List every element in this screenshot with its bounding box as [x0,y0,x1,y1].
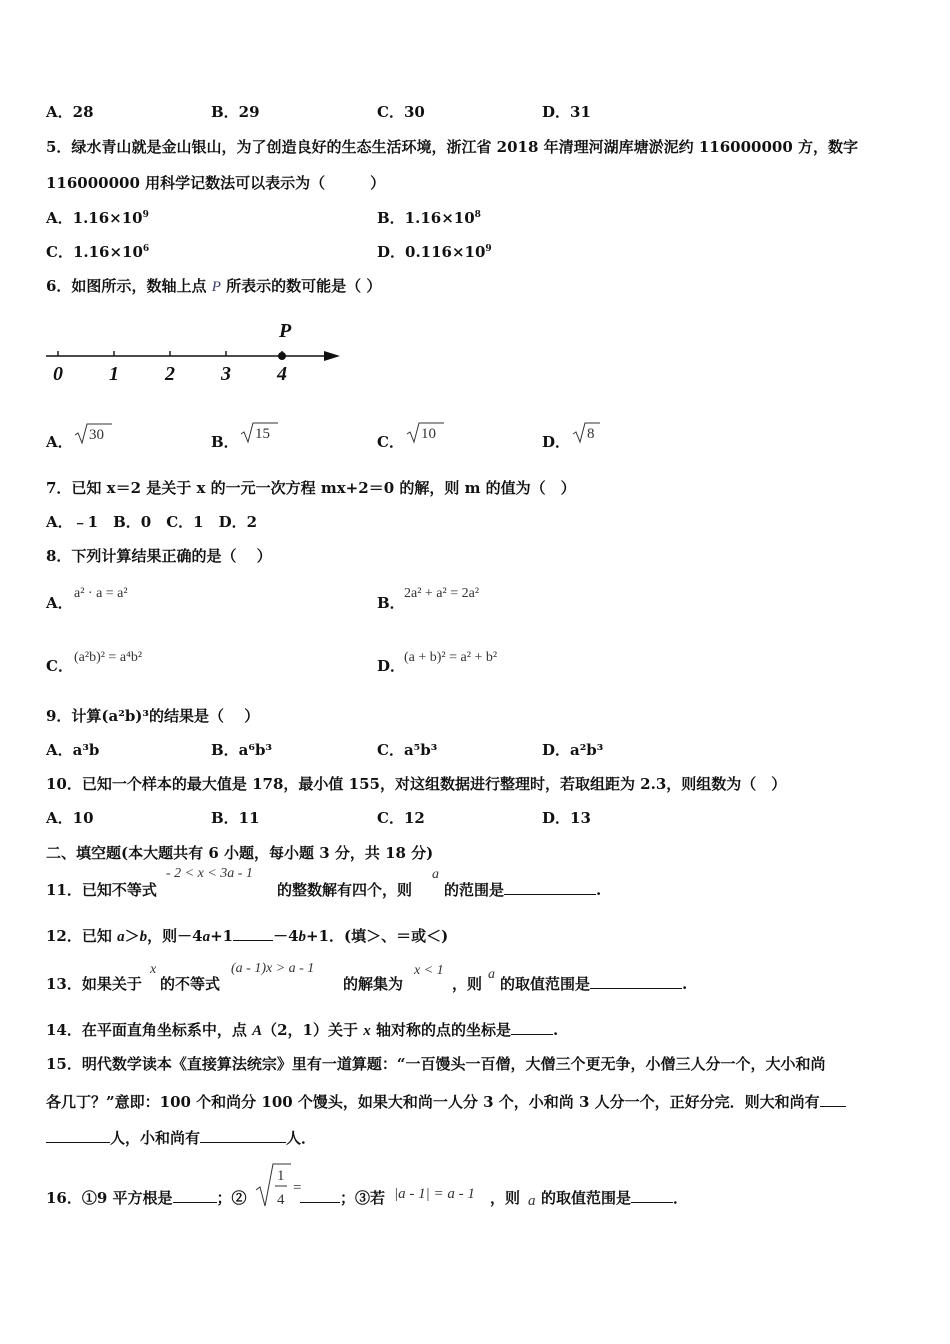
q16-blank3[interactable] [631,1188,673,1203]
q11-stem: 11．已知不等式 [46,881,157,899]
q6-option-b: B． [211,433,239,451]
svg-text:1: 1 [277,1168,285,1184]
q11-var-a: a [432,867,439,882]
q8-option-d-expr: (a + b)² = a² + b² [404,650,498,665]
number-line-figure [40,315,350,390]
q9-stem: 9．计算(a²b)³的结果是（ ） [46,707,260,725]
q14-stem: 14．在平面直角坐标系中，点 A（2，1）关于 x 轴对称的点的坐标是 . [46,1021,559,1039]
q15-line1: 15．明代数学读本《直接算法统宗》里有一道算题：“一百馒头一百僧，大僧三个更无争，小僧三人分一个，大小和尚 [46,1055,826,1073]
q7-options: A．﹣1 B．0 C．1 D．2 [46,513,258,531]
svg-text:10: 10 [421,426,436,442]
q6-option-a: A． [46,433,73,451]
sqrt-15 [240,421,280,445]
q12-blank[interactable] [233,926,273,941]
q15-line3: 人，小和尚有 人． [46,1128,316,1148]
q16-blank2[interactable] [300,1188,340,1203]
svg-text:=: = [293,1180,302,1196]
q5-option-c: C．$1.16\times 10^6$ [46,243,150,261]
q5-option-a: A．$1.16\times 10^9$ [46,209,149,227]
q15-blank1-start[interactable] [820,1092,846,1107]
q16-abs-expr: |a - 1| = a - 1 [394,1186,475,1202]
q13-post: 的取值范围是 . [500,975,688,993]
q8-option-c-letter: C． [46,657,73,675]
q6-option-c: C． [377,433,404,451]
q5-option-b: B．$1.16\times 10^8$ [377,209,481,227]
q4-option-a: A．28 [46,103,94,121]
q5-stem-line1: 5．绿水青山就是金山银山，为了创造良好的生态生活环境，浙江省 2018 年清理河湖库塘淤泥约 116000000 方，数字 [46,138,859,156]
q8-option-a-expr: a² · a = a² [74,586,128,601]
q9-option-b: B．a⁶b³ [211,741,273,759]
svg-text:4: 4 [277,1192,285,1208]
q6-option-d: D． [542,433,571,451]
point-p [278,352,286,360]
sqrt-fraction [255,1162,305,1212]
q5-option-d: D．$0.116\times 10^9$ [377,243,492,261]
sqrt-30 [74,422,114,446]
q4-option-d: D．31 [542,103,591,121]
svg-text:8: 8 [587,426,595,442]
q15-blank1[interactable] [46,1128,110,1143]
q16-var-a: a [528,1193,536,1209]
q13-mid3: ，则 [452,975,483,993]
section2-heading: 二、填空题(本大题共有 6 小题，每小题 3 分，共 18 分) [46,844,434,862]
q9-option-a: A．a³b [46,741,100,759]
q16-blank1[interactable] [173,1188,217,1203]
q14-blank[interactable] [511,1020,553,1035]
q13-var-a: a [488,967,495,982]
q10-stem: 10．已知一个样本的最大值是 178，最小值 155，对这组数据进行整理时，若取组距为 2.3，则组数为（ ） [46,775,787,793]
tick-label-0: 0 [53,363,63,385]
arrowhead [324,351,340,361]
svg-text:15: 15 [255,426,270,442]
q13-var-x: x [150,962,157,977]
sqrt-10 [406,421,446,445]
q11-blank[interactable] [504,880,596,895]
q4-option-b: B．29 [211,103,260,121]
q7-stem: 7．已知 x＝2 是关于 x 的一元一次方程 mx+2＝0 的解，则 m 的值为（ ） [46,479,576,497]
q13-mid1: 的不等式 [160,975,221,993]
q11-middle: 的整数解有四个，则 [277,881,413,899]
q8-stem: 8．下列计算结果正确的是（ ） [46,547,272,565]
tick-label-2: 2 [165,363,175,385]
q8-option-a-letter: A． [46,594,73,612]
q9-option-c: C．a⁵b³ [377,741,438,759]
sqrt-8 [572,421,602,445]
q11-inequality: - 2 < x < 3a - 1 [166,866,253,881]
q15-blank2[interactable] [200,1128,286,1143]
q16-part1: 16．①9 平方根是 ；② [46,1189,247,1207]
point-p-label: P [279,320,292,342]
q15-line2: 各几丁？”意即：100 个和尚分 100 个馒头，如果大和尚一人分 3 个，小和尚 3 人分一个，正好分完．则大和尚有 [46,1092,846,1112]
q12-stem: 12．已知 a＞b，则－4a+1 －4b+1．(填＞、＝或＜) [46,927,449,945]
tick-label-1: 1 [109,363,119,385]
q13-mid2: 的解集为 [343,975,404,993]
q4-option-c: C．30 [377,103,425,121]
q10-option-c: C．12 [377,809,425,827]
svg-text:30: 30 [89,427,104,443]
q11-post: 的范围是 . [444,881,602,899]
q16-part4: 的取值范围是 ． [541,1189,689,1207]
q13-pre: 13．如果关于 [46,975,142,993]
q10-option-b: B．11 [211,809,260,827]
q13-solution: x < 1 [414,963,444,978]
q8-option-b-expr: 2a² + a² = 2a² [404,586,480,601]
q13-inequality: (a - 1)x > a - 1 [231,961,315,976]
tick-label-3: 3 [221,363,231,385]
q13-blank[interactable] [590,974,682,989]
q8-option-d-letter: D． [377,657,406,675]
q16-part2: ；③若 [300,1188,385,1208]
q9-option-d: D．a²b³ [542,741,604,759]
q5-stem-line2: 116000000 用科学记数法可以表示为（ ） [46,174,386,192]
q10-option-d: D．13 [542,809,591,827]
tick-label-4: 4 [277,363,287,385]
q6-stem: 6．如图所示，数轴上点 P 所表示的数可能是（ ） [46,277,382,295]
q10-option-a: A．10 [46,809,94,827]
q16-part3: ，则 [490,1189,521,1207]
q8-option-c-expr: (a²b)² = a⁴b² [74,650,143,665]
q8-option-b-letter: B． [377,594,405,612]
